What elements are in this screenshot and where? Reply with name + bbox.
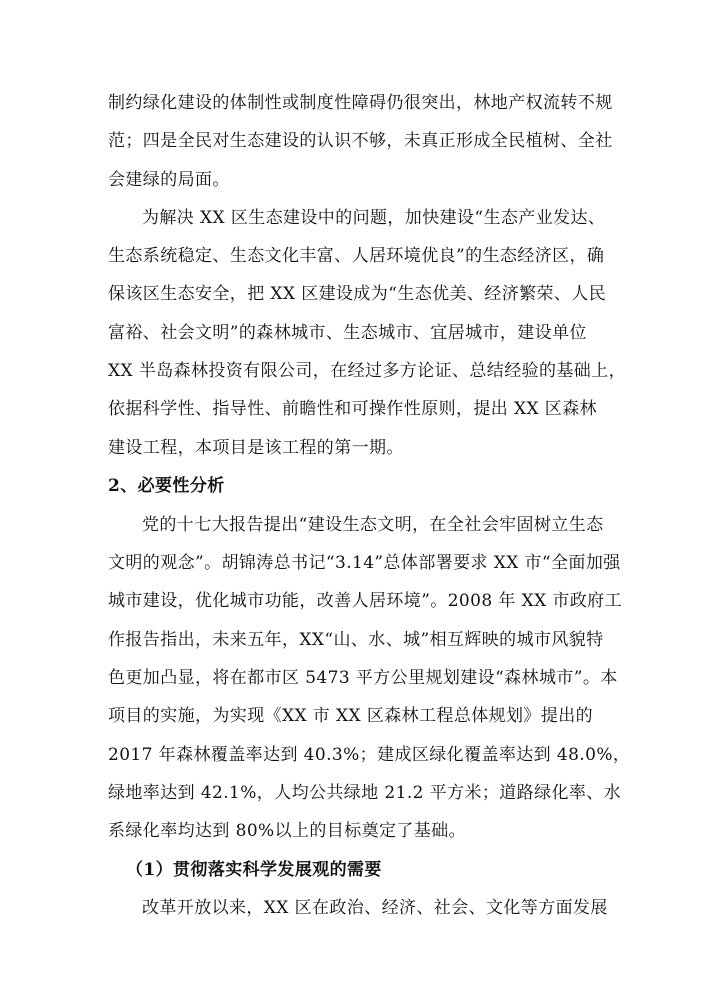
text-line: 保该区生态安全，把 XX 区建设成为“生态优美、经济繁荣、人民	[108, 284, 607, 304]
text-line: 为解决 XX 区生态建设中的问题，加快建设“生态产业发达、	[142, 208, 606, 228]
text-line: 会建绿的局面。	[108, 170, 230, 190]
text-line: 色更加凸显，将在都市区 5473 平方公里规划建设“森林城市”。本	[108, 668, 618, 688]
text-line: 城市建设，优化城市功能，改善人居环境”。2008 年 XX 市政府工	[108, 591, 622, 611]
text-line: 2017 年森林覆盖率达到 40.3%；建成区绿化覆盖率达到 48.0%，	[108, 745, 631, 765]
text-line: 生态系统稳定、生态文化丰富、人居环境优良”的生态经济区，确	[108, 246, 605, 266]
text-line: 党的十七大报告提出“建设生态文明，在全社会牢固树立生态	[142, 515, 604, 535]
text-line: 作报告指出，未来五年，XX“山、水、城”相互辉映的城市风貌特	[108, 630, 604, 650]
text-line: 依据科学性、指导性、前瞻性和可操作性原则，提出 XX 区森林	[108, 399, 598, 419]
text-line: 改革开放以来，XX 区在政治、经济、社会、文化等方面发展	[142, 898, 608, 918]
section-heading: 2、必要性分析	[108, 476, 225, 496]
text-line: 系绿化率均达到 80%以上的目标奠定了基础。	[108, 821, 466, 841]
text-line: 范；四是全民对生态建设的认识不够，未真正形成全民植树、全社	[108, 131, 613, 151]
text-line: 文明的观念”。胡锦涛总书记“3.14”总体部署要求 XX 市“全面加强	[108, 553, 621, 573]
text-line: 绿地率达到 42.1%，人均公共绿地 21.2 平方米；道路绿化率、水	[108, 783, 622, 803]
text-line: 富裕、社会文明”的森林城市、生态城市、宜居城市，建设单位	[108, 323, 587, 343]
text-line: 建设工程，本项目是该工程的第一期。	[108, 438, 404, 458]
text-line: 制约绿化建设的体制性或制度性障碍仍很突出，林地产权流转不规	[108, 93, 613, 113]
text-line: 项目的实施，为实现《XX 市 XX 区森林工程总体规划》提出的	[108, 706, 594, 726]
sub-heading: （1）贯彻落实科学发展观的需要	[126, 860, 382, 880]
text-line: XX 半岛森林投资有限公司，在经过多方论证、总结经验的基础上，	[108, 361, 627, 381]
